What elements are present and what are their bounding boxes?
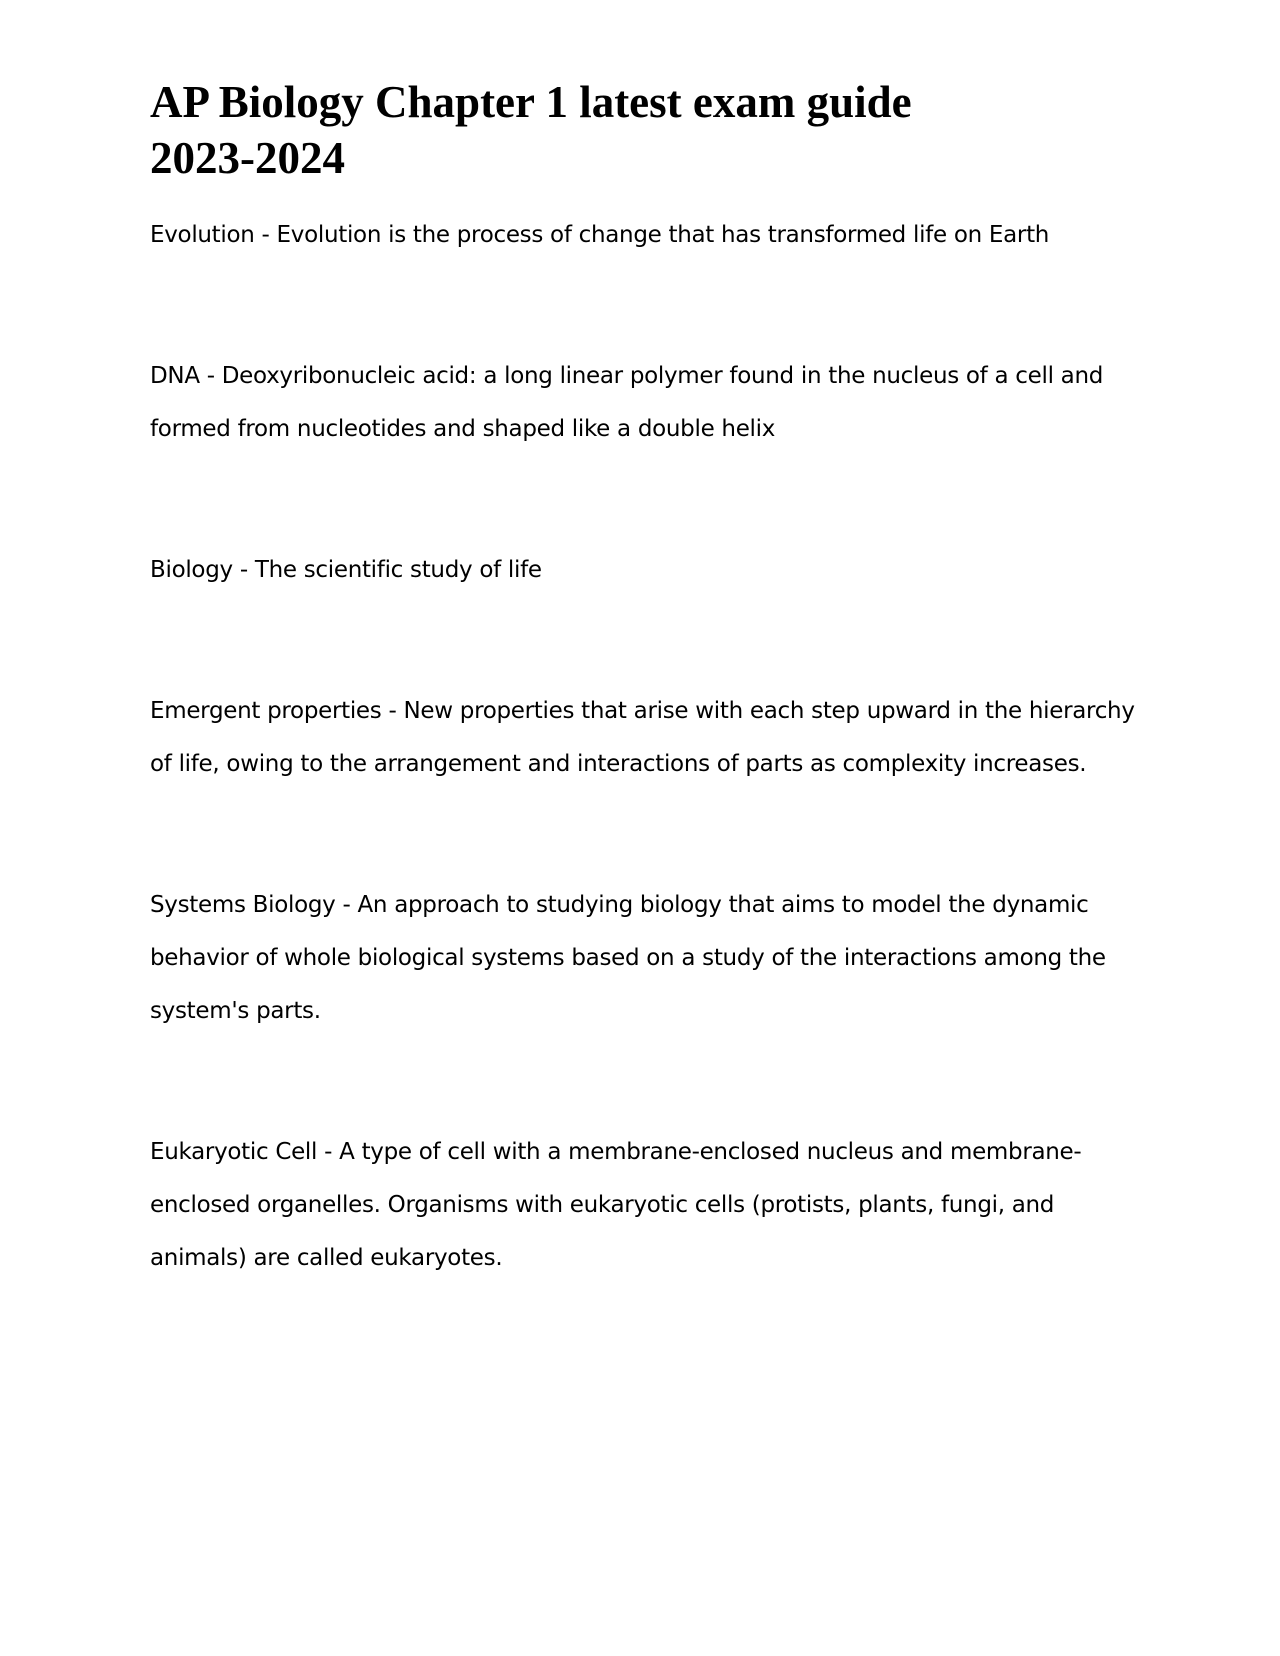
document-content (150, 74, 1135, 1285)
term-entry-biology: Biology - The scientific study of life (150, 557, 542, 583)
term-list (150, 209, 1135, 1285)
term-entry-dna: DNA - Deoxyribonucleic acid: a long linear polymer found in the nucleus of a cell and formed from nucleotides and shaped like a double helix (150, 363, 1104, 442)
document-title-line-1: AP Biology Chapter 1 latest exam guide (150, 77, 912, 127)
term-entry-emergent-properties: Emergent properties - New properties that arise with each step upward in the hierarchy of life, owing to the arrangement and interactions of parts as complexity increases. (150, 698, 1135, 777)
document-title-line-2: 2023-2024 (150, 133, 345, 183)
document-title (150, 74, 1135, 186)
term-entry-evolution: Evolution - Evolution is the process of change that has transformed life on Earth (150, 222, 1050, 248)
term-entry-eukaryotic-cell: Eukaryotic Cell - A type of cell with a membrane-enclosed nucleus and membrane-enclosed organelles. Organisms with eukaryotic cells (protists, plants, fungi, and animals) are called eukaryotes. (150, 1139, 1082, 1271)
term-entry-systems-biology: Systems Biology - An approach to studying biology that aims to model the dynamic behavior of whole biological systems based on a study of the interactions among the system's parts. (150, 892, 1106, 1024)
